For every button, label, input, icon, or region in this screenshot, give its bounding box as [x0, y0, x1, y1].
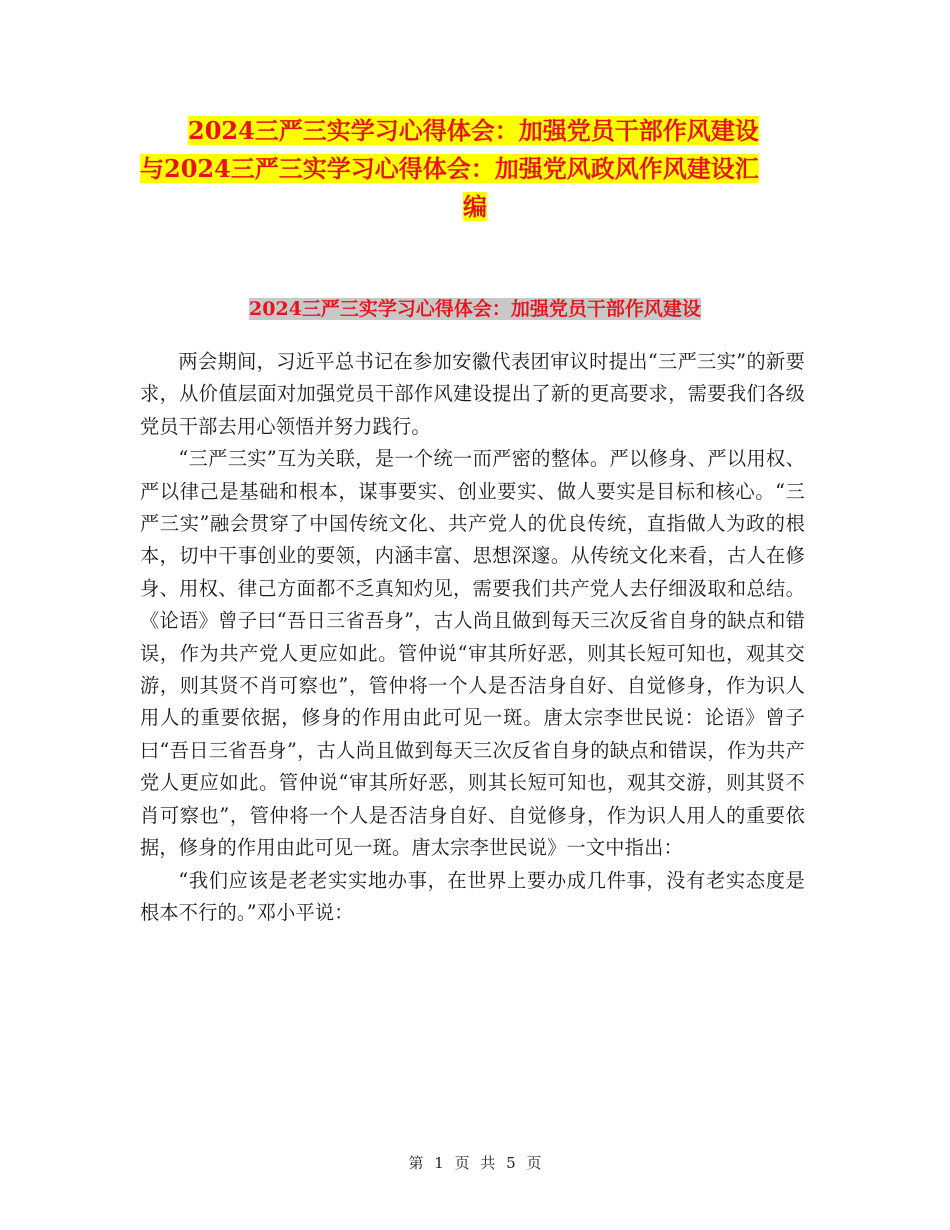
page-footer: 第 1 页 共 5 页 [408, 1154, 542, 1172]
title-line-2: 与2024三严三实学习心得体会：加强党风政风作风建设汇 [140, 154, 759, 183]
title-line-1: 2024三严三实学习心得体会：加强党员干部作风建设 [188, 116, 759, 145]
paragraph: “三严三实”互为关联，是一个统一而严密的整体。严以修身、严以用权、严以律己是基础和根本，谋事要实、创业要实、做人要实是目标和核心。“三严三实”融会贯穿了中国传统文化、共产党人的优良传统，直指做人为政的根本，切中干事创业的要领，内涵丰富、思想深邃。从传统文化来看，古人在修身、用权、律己方面都不乏真知灼见，需要我们共产党人去仔细汲取和总结。《论语》曾子曰“吾日三省吾身”，古人尚且做到每天三次反省自身的缺点和错误，作为共产党人更应如此。管仲说“审其所好恶，则其长短可知也，观其交游，则其贤不肖可察也”，管仲将一个人是否洁身自好、自觉修身，作为识人用人的重要依据，修身的作用由此可见一斑。唐太宗李世民说：论语》曾子曰“吾日三省吾身”，古人尚且做到每天三次反省自身的缺点和错误，作为共产党人更应如此。管仲说“审其所好恶，则其长短可知也，观其交游，则其贤不肖可察也”，管仲将一个人是否洁身自好、自觉修身，作为识人用人的重要依据，修身的作用由此可见一斑。唐太宗李世民说》一文中指出： [140, 447, 805, 860]
paragraph: “我们应该是老老实实地办事，在世界上要办成几件事，没有老实态度是根本不行的。”邓小平说： [140, 868, 805, 924]
section-heading [140, 294, 810, 324]
document-title [140, 112, 810, 226]
section-heading-text: 2024三严三实学习心得体会：加强党员干部作风建设 [249, 298, 701, 320]
title-line-3: 编 [463, 192, 487, 221]
paragraph: 两会期间，习近平总书记在参加安徽代表团审议时提出“三严三实”的新要求，从价值层面对加强党员干部作风建设提出了新的更高要求，需要我们各级党员干部去用心领悟并努力践行。 [140, 350, 805, 438]
document-body [140, 346, 805, 929]
